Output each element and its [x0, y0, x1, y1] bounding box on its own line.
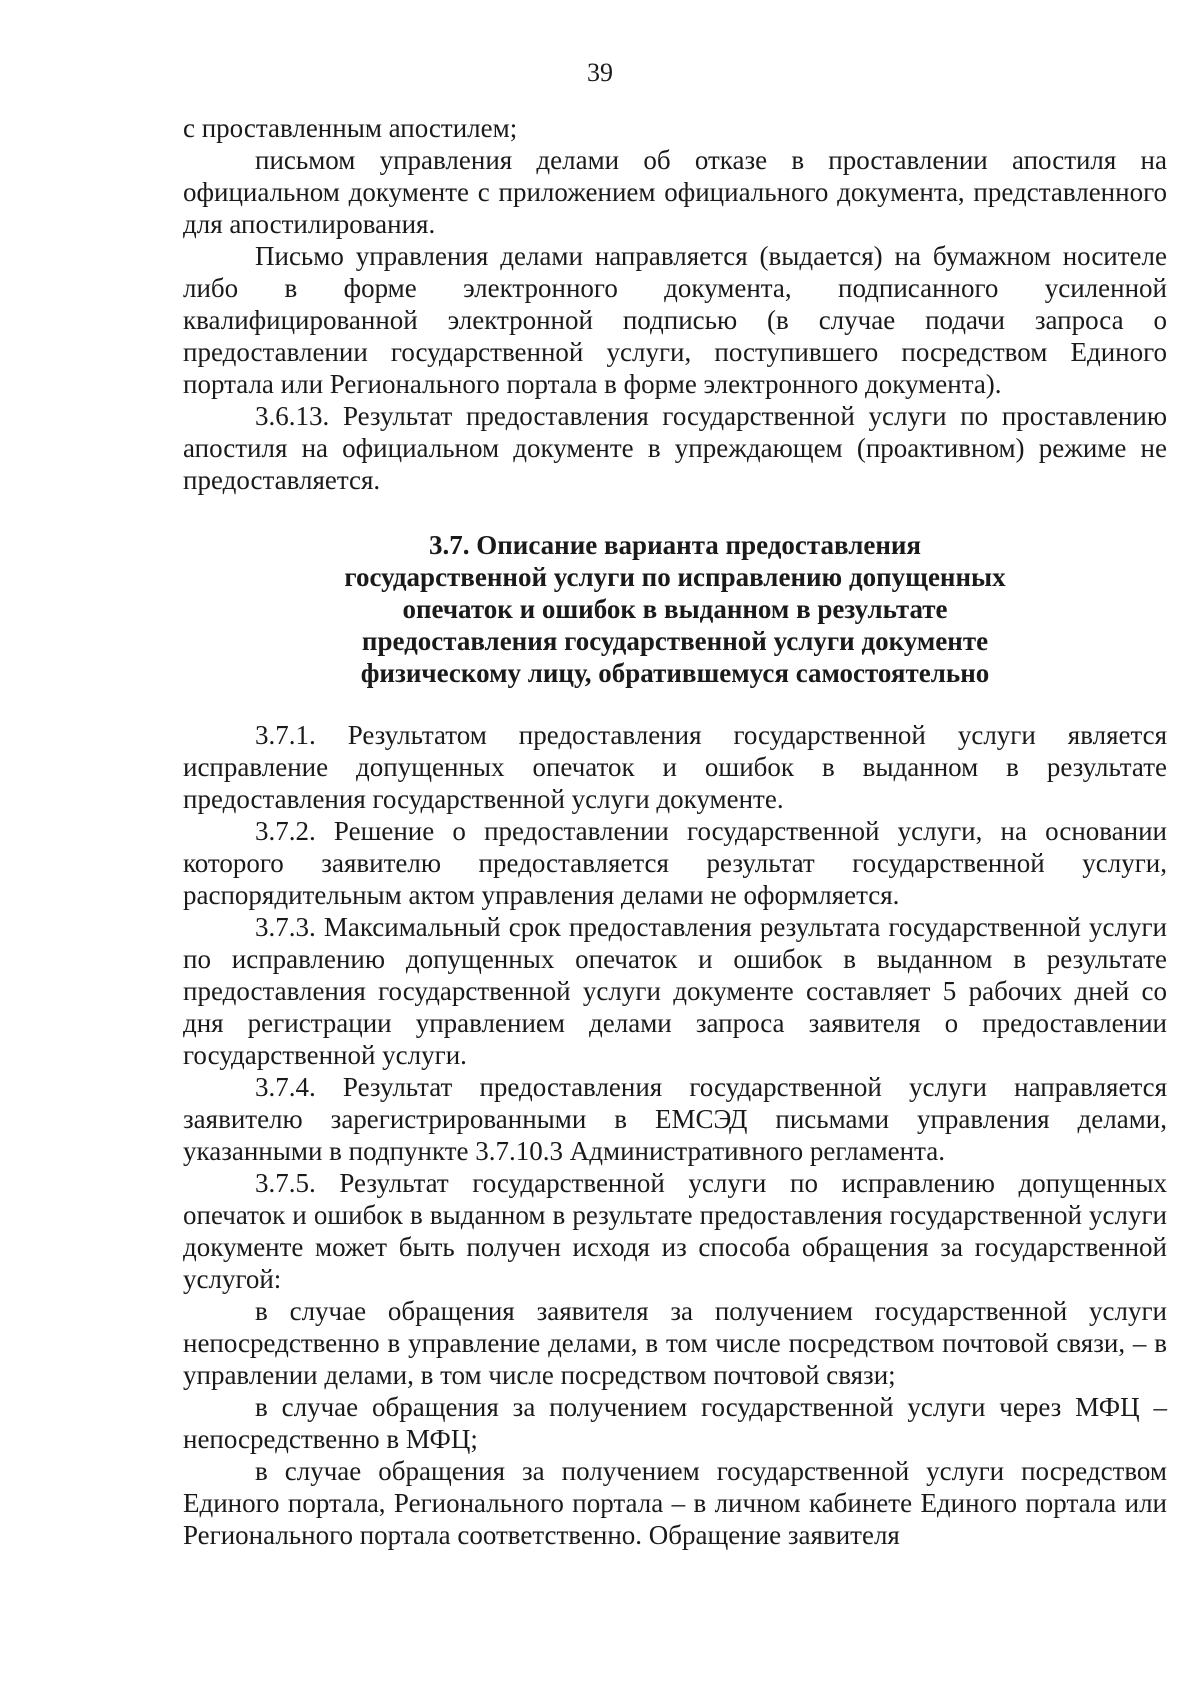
section-heading [183, 529, 1167, 689]
heading-line: государственной услуги по исправлению допущенных [344, 562, 1006, 592]
paragraph: 3.7.2. Решение о предоставлении государственной услуги, на основании которого заявителю предоставляется результат государственной услуги, распорядительным актом управления делами не оформляется. [183, 816, 1167, 910]
paragraph: Письмо управления делами направляется (выдается) на бумажном носителе либо в форме электронного документа, подписанного усиленной квалифицированной электронной подписью (в случае подачи запроса о предоставлении государственной услуги, поступившего посредством Единого портала или Регионального портала в форме электронного документа). [183, 241, 1167, 399]
paragraph: с проставленным апостилем; [183, 113, 518, 143]
heading-line: физическому лицу, обратившемуся самостоятельно [360, 658, 990, 688]
paragraph: в случае обращения за получением государственной услуги посредством Единого портала, Регионального портала – в личном кабинете Единого портала или Регионального портала соответственно. Обращение заявителя [183, 1456, 1167, 1550]
paragraph: в случае обращения заявителя за получением государственной услуги непосредственно в управление делами, в том числе посредством почтовой связи, – в управлении делами, в том числе посредством почтовой связи; [183, 1296, 1167, 1390]
paragraph: 3.7.5. Результат государственной услуги по исправлению допущенных опечаток и ошибок в выданном в результате предоставления государственной услуги документе может быть получен исходя из способа обращения за государственной услугой: [183, 1168, 1167, 1294]
paragraph: 3.7.1. Результатом предоставления государственной услуги является исправление допущенных опечаток и ошибок в выданном в результате предоставления государственной услуги документе. [183, 720, 1167, 814]
page-number: 39 [587, 58, 613, 87]
paragraph: 3.7.3. Максимальный срок предоставления результата государственной услуги по исправлению допущенных опечаток и ошибок в выданном в результате предоставления государственной услуги документе составляет 5 рабочих дней со дня регистрации управлением делами запроса заявителя о предоставлении государственной услуги. [183, 912, 1167, 1070]
paragraph: 3.7.4. Результат предоставления государственной услуги направляется заявителю зарегистрированными в ЕМСЭД письмами управления делами, указанными в подпункте 3.7.10.3 Административного регламента. [183, 1072, 1167, 1166]
heading-line: 3.7. Описание варианта предоставления [428, 530, 922, 560]
heading-line: опечаток и ошибок в выданном в результате [402, 594, 948, 624]
paragraph: в случае обращения за получением государственной услуги через МФЦ – непосредственно в МФЦ; [183, 1392, 1167, 1454]
document-body [183, 112, 1167, 1551]
paragraph: 3.6.13. Результат предоставления государственной услуги по проставлению апостиля на официальном документе в упреждающем (проактивном) режиме не предоставляется. [183, 401, 1167, 495]
heading-line: предоставления государственной услуги документе [361, 626, 989, 656]
paragraph: письмом управления делами об отказе в проставлении апостиля на официальном документе с приложением официального документа, представленного для апостилирования. [183, 145, 1167, 239]
